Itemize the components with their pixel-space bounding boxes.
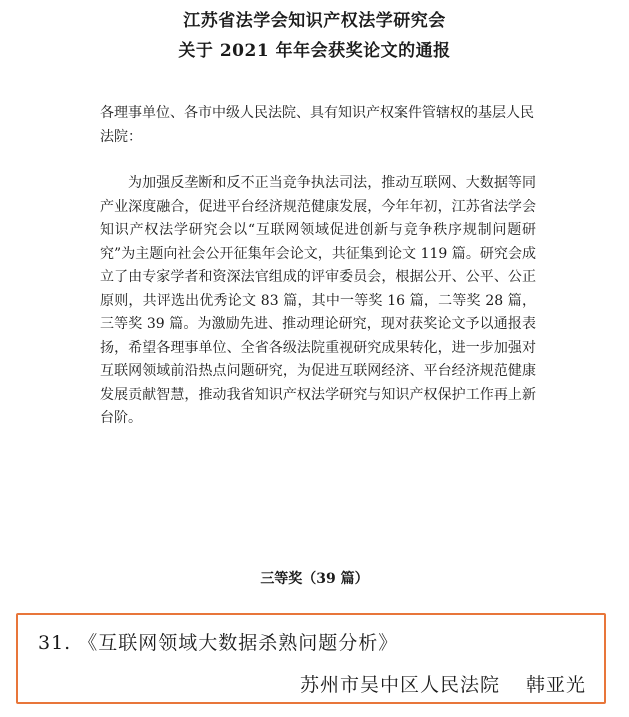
section-heading-third-prize: 三等奖（39 篇） bbox=[260, 571, 369, 587]
award-author-name: 韩亚光 bbox=[525, 674, 586, 696]
salutation: 各理事单位、各市中级人民法院、具有知识产权案件管辖权的基层人民法院： bbox=[100, 105, 534, 145]
highlighted-award-entry bbox=[16, 613, 606, 704]
award-court: 苏州市吴中区人民法院 bbox=[299, 674, 500, 696]
award-paper-title: 31. 《互联网领域大数据杀熟问题分析》 bbox=[38, 632, 399, 654]
award-author-line bbox=[300, 670, 586, 697]
document-title: 江苏省法学会知识产权法学研究会 bbox=[183, 11, 446, 31]
body-paragraph: 为加强反垄断和反不正当竞争执法司法，推动互联网、大数据等同产业深度融合，促进平台经济规范健康发展，今年年初，江苏省法学会知识产权法学研究会以“互联网领域促进创新与竞争秩序规制问题研究”为主题向社会公开征集年会论文，共征集到论文 119 篇。研究会成立了由专家学者和资深法官组成的评审委员会，根据公开、公平、公正原则，共评选出优秀论文 83 篇，其中一等奖 16 篇，二等奖 28 篇，三等奖 39 篇。为激励先进、推动理论研究，现对获奖论文予以通报表扬，希望各理事单位、全省各级法院重视研究成果转化，进一步加强对互联网领域前沿热点问题研究，为促进互联网经济、平台经济规范健康发展贡献智慧，推动我省知识产权法学研究与知识产权保护工作再上新台阶。 bbox=[100, 175, 536, 426]
document-subtitle: 关于 2021 年年会获奖论文的通报 bbox=[178, 41, 451, 61]
